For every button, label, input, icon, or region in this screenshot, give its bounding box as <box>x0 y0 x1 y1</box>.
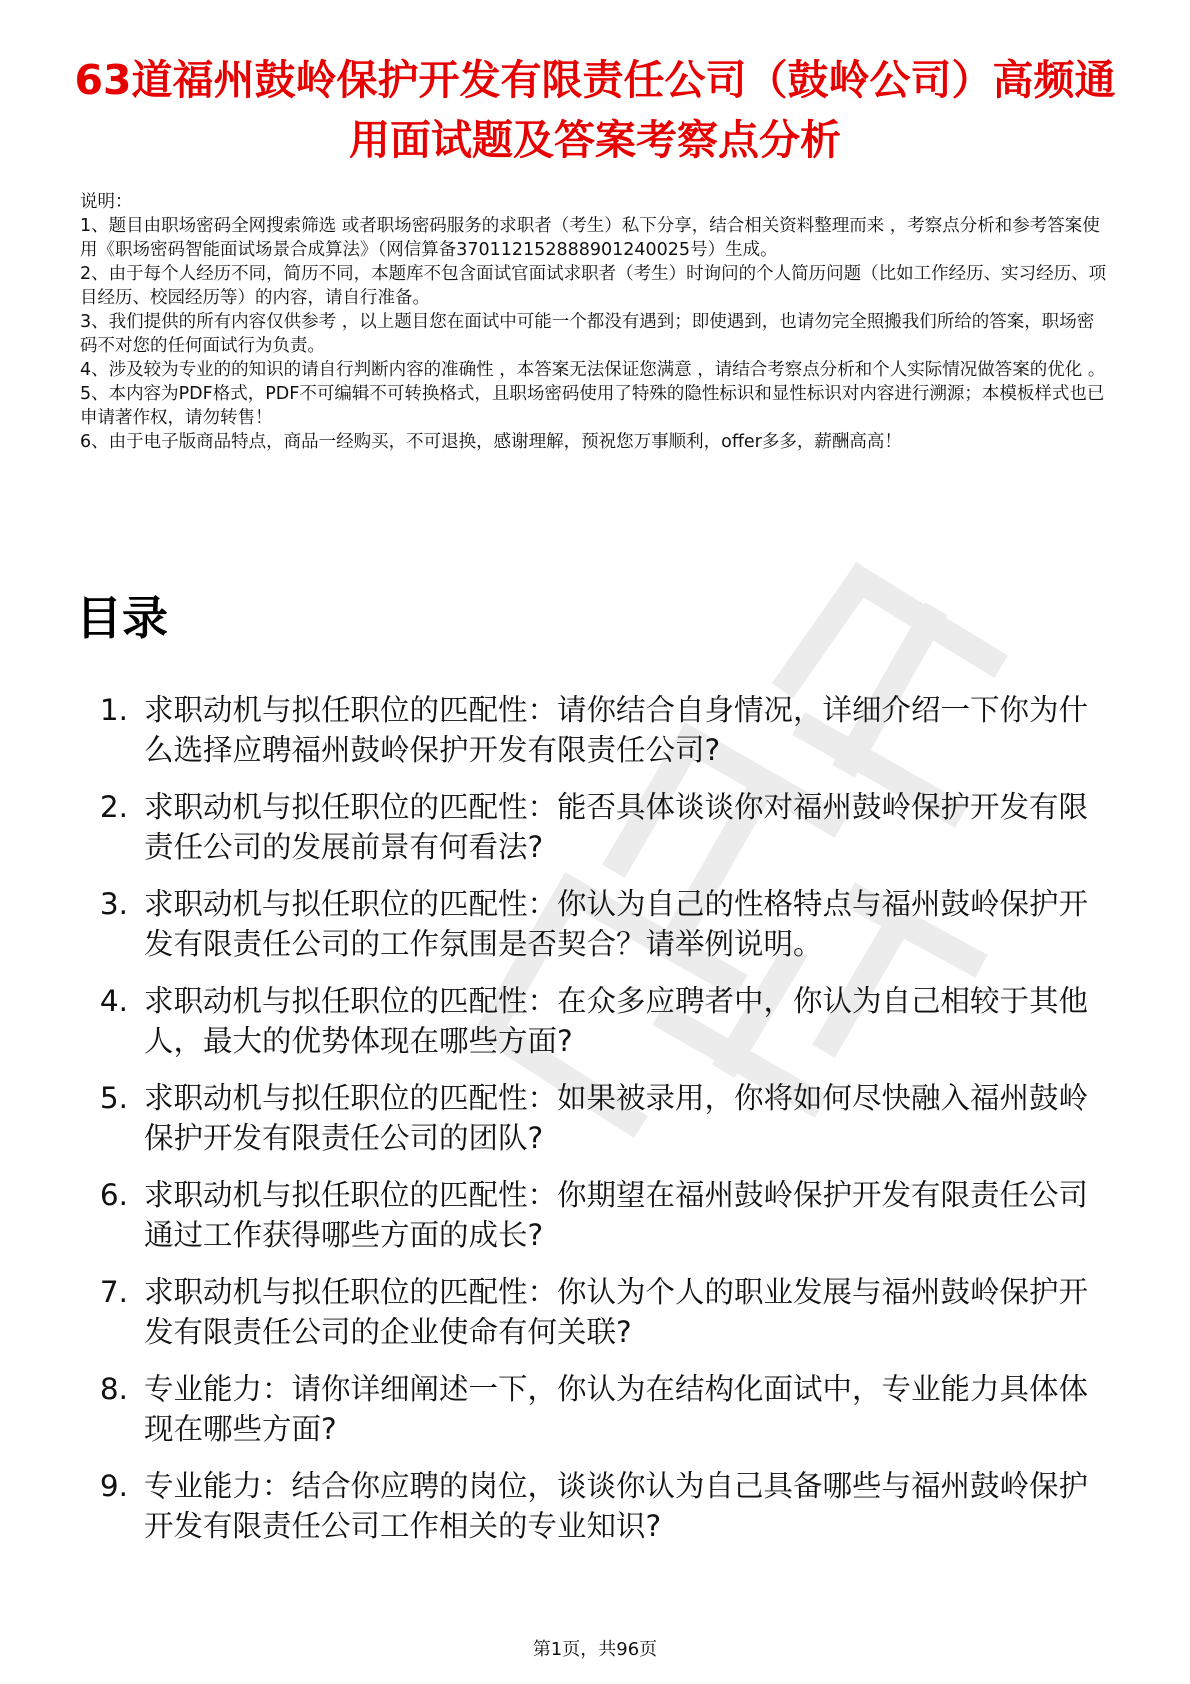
note-item: 2、由于每个人经历不同，简历不同，本题库不包含面试官面试求职者（考生）时询问的个人简历问题（比如工作经历、实习经历、项目经历、校园经历等）的内容，请自行准备。 <box>80 264 1107 308</box>
toc-item-number: 9. <box>99 1469 128 1503</box>
toc-item[interactable] <box>76 981 1116 1061</box>
toc-item-text: 专业能力：请你详细阐述一下，你认为在结构化面试中，专业能力具体体现在哪些方面? <box>144 1372 1089 1446</box>
note-item: 5、本内容为PDF格式，PDF不可编辑不可转换格式，且职场密码使用了特殊的隐性标识和显性标识对内容进行溯源；本模板样式也已申请著作权，请勿转售！ <box>80 384 1105 428</box>
toc-item-number: 7. <box>99 1275 128 1309</box>
toc-item-text: 求职动机与拟任职位的匹配性：你认为自己的性格特点与福州鼓岭保护开发有限责任公司的工作氛围是否契合？请举例说明。 <box>144 887 1089 961</box>
toc-item-text: 求职动机与拟任职位的匹配性：你认为个人的职业发展与福州鼓岭保护开发有限责任公司的企业使命有何关联? <box>144 1275 1089 1349</box>
document-title: 63道福州鼓岭保护开发有限责任公司（鼓岭公司）高频通用面试题及答案考察点分析 <box>74 56 1116 164</box>
note-item: 6、由于电子版商品特点，商品一经购买，不可退换，感谢理解，预祝您万事顺利，offer多多，薪酬高高！ <box>80 432 902 452</box>
page-footer: 第1页，共96页 <box>532 1639 658 1660</box>
toc-item-number: 4. <box>99 984 128 1018</box>
note-item: 1、题目由职场密码全网搜索筛选 或者职场密码服务的求职者（考生）私下分享，结合相关资料整理而来 ，考察点分析和参考答案使用《职场密码智能面试场景合成算法》（网信算备370112152888901240025号）生成。 <box>80 216 1100 260</box>
toc-item-text: 求职动机与拟任职位的匹配性：如果被录用，你将如何尽快融入福州鼓岭保护开发有限责任公司的团队? <box>144 1081 1089 1155</box>
toc-item[interactable] <box>76 1369 1116 1449</box>
toc-item[interactable] <box>76 1175 1116 1255</box>
toc-item-number: 2. <box>99 790 128 824</box>
table-of-contents <box>76 690 1116 1563</box>
toc-item-text: 求职动机与拟任职位的匹配性：能否具体谈谈你对福州鼓岭保护开发有限责任公司的发展前景有何看法? <box>144 790 1089 864</box>
toc-item[interactable] <box>76 1078 1116 1158</box>
notes-heading: 说明： <box>80 192 133 212</box>
toc-item-text: 专业能力：结合你应聘的岗位，谈谈你认为自己具备哪些与福州鼓岭保护开发有限责任公司工作相关的专业知识? <box>144 1469 1089 1543</box>
toc-item-number: 8. <box>99 1372 128 1406</box>
toc-item-number: 3. <box>99 887 128 921</box>
toc-item-text: 求职动机与拟任职位的匹配性：你期望在福州鼓岭保护开发有限责任公司通过工作获得哪些方面的成长? <box>144 1178 1089 1252</box>
toc-item[interactable] <box>76 690 1116 770</box>
toc-item[interactable] <box>76 787 1116 867</box>
toc-item[interactable] <box>76 1466 1116 1546</box>
toc-item-text: 求职动机与拟任职位的匹配性：请你结合自身情况，详细介绍一下你为什么选择应聘福州鼓岭保护开发有限责任公司? <box>144 693 1089 767</box>
notes-section <box>80 190 1110 454</box>
toc-item[interactable] <box>76 884 1116 964</box>
note-item: 4、涉及较为专业的的知识的请自行判断内容的准确性 ，本答案无法保证您满意 ，请结合考察点分析和个人实际情况做答案的优化 。 <box>80 360 1106 380</box>
toc-item-text: 求职动机与拟任职位的匹配性：在众多应聘者中，你认为自己相较于其他人，最大的优势体现在哪些方面? <box>144 984 1089 1058</box>
note-item: 3、我们提供的所有内容仅供参考 ，以上题目您在面试中可能一个都没有遇到；即使遇到，也请勿完全照搬我们所给的答案，职场密码不对您的任何面试行为负责。 <box>80 312 1095 356</box>
toc-item-number: 1. <box>99 693 128 727</box>
toc-item[interactable] <box>76 1272 1116 1352</box>
toc-item-number: 6. <box>99 1178 128 1212</box>
toc-title: 目录 <box>76 591 168 645</box>
toc-item-number: 5. <box>99 1081 128 1115</box>
